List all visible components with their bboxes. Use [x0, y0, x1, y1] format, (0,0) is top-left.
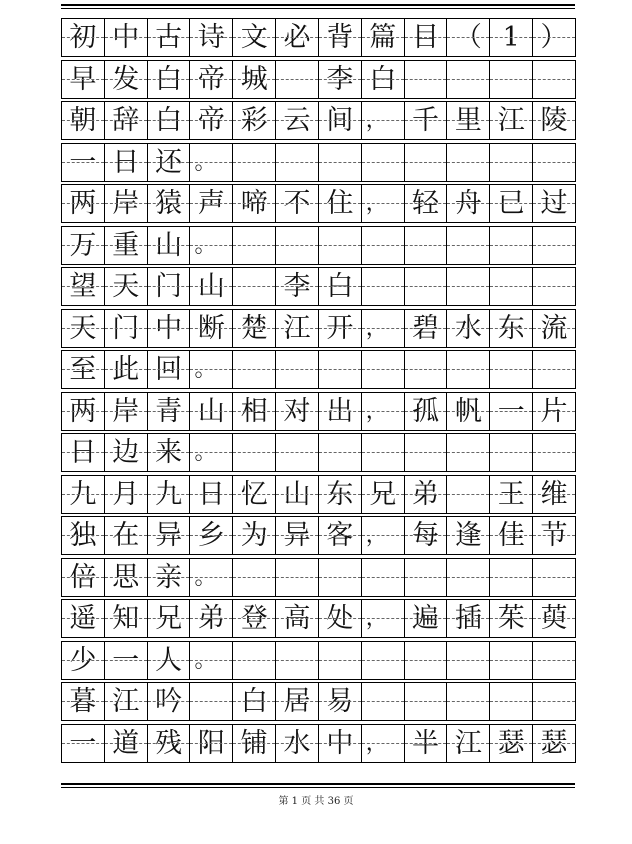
grid-cell	[276, 558, 319, 597]
grid-cell: 片	[533, 392, 576, 431]
grid-cell: 中	[105, 18, 148, 57]
grid-row	[61, 350, 576, 389]
grid-cell	[276, 350, 319, 389]
grid-cell: 城	[233, 60, 276, 99]
grid-cell: 边	[105, 433, 148, 472]
grid-cell: 残	[148, 724, 191, 763]
grid-cell: ，	[362, 599, 405, 638]
grid-row	[61, 309, 576, 348]
grid-cell	[276, 433, 319, 472]
grid-row	[61, 226, 576, 265]
grid-cell: 朝	[62, 101, 105, 140]
grid-cell: 东	[319, 475, 362, 514]
grid-cell: 登	[233, 599, 276, 638]
grid-cell	[447, 433, 490, 472]
grid-cell: 暮	[62, 682, 105, 721]
grid-cell: 间	[319, 101, 362, 140]
grid-cell: 。	[190, 558, 233, 597]
grid-cell: 白	[148, 60, 191, 99]
grid-cell	[533, 641, 576, 680]
grid-cell	[405, 641, 448, 680]
grid-cell	[405, 60, 448, 99]
grid-row	[61, 724, 576, 763]
grid-cell: 兄	[362, 475, 405, 514]
grid-cell: 弟	[405, 475, 448, 514]
grid-cell	[490, 267, 533, 306]
grid-cell: 插	[447, 599, 490, 638]
grid-cell: 中	[319, 724, 362, 763]
grid-cell	[233, 558, 276, 597]
grid-cell	[405, 267, 448, 306]
grid-cell	[533, 60, 576, 99]
grid-cell: 岸	[105, 184, 148, 223]
grid-cell: 萸	[533, 599, 576, 638]
grid-cell	[362, 226, 405, 265]
grid-cell: 出	[319, 392, 362, 431]
grid-cell: 独	[62, 516, 105, 555]
grid-cell	[319, 433, 362, 472]
grid-cell: 文	[233, 18, 276, 57]
grid-row	[61, 60, 576, 99]
grid-cell: 思	[105, 558, 148, 597]
grid-row	[61, 641, 576, 680]
grid-cell: 门	[148, 267, 191, 306]
grid-cell: 一	[62, 724, 105, 763]
grid-cell	[533, 350, 576, 389]
grid-cell	[447, 143, 490, 182]
grid-cell	[276, 641, 319, 680]
grid-cell: 两	[62, 184, 105, 223]
grid-cell	[447, 226, 490, 265]
grid-cell	[233, 641, 276, 680]
grid-cell: 辞	[105, 101, 148, 140]
grid-cell	[362, 350, 405, 389]
grid-cell: 已	[490, 184, 533, 223]
grid-cell: 流	[533, 309, 576, 348]
grid-cell: 中	[148, 309, 191, 348]
grid-cell	[362, 143, 405, 182]
grid-cell: 碧	[405, 309, 448, 348]
grid-cell: ）	[533, 18, 576, 57]
top-border-rule	[61, 4, 575, 6]
grid-cell: 断	[190, 309, 233, 348]
grid-row	[61, 475, 576, 514]
grid-cell: 月	[105, 475, 148, 514]
grid-cell	[490, 143, 533, 182]
writing-grid	[61, 18, 575, 766]
grid-row	[61, 558, 576, 597]
grid-cell	[490, 433, 533, 472]
grid-cell: 古	[148, 18, 191, 57]
grid-cell: 至	[62, 350, 105, 389]
grid-cell: 孤	[405, 392, 448, 431]
grid-cell: 为	[233, 516, 276, 555]
grid-cell: 一	[62, 143, 105, 182]
grid-cell: 少	[62, 641, 105, 680]
grid-cell: 还	[148, 143, 191, 182]
grid-cell	[233, 143, 276, 182]
grid-cell: 必	[276, 18, 319, 57]
grid-cell: 背	[319, 18, 362, 57]
grid-cell: ，	[362, 184, 405, 223]
grid-cell	[362, 682, 405, 721]
bottom-border-rule	[61, 783, 575, 785]
grid-cell: 帆	[447, 392, 490, 431]
grid-cell: 白	[362, 60, 405, 99]
grid-cell	[533, 143, 576, 182]
grid-row	[61, 184, 576, 223]
page-footer: 第 1 页 共 36 页	[278, 796, 354, 807]
grid-cell	[319, 558, 362, 597]
grid-cell: 目	[405, 18, 448, 57]
grid-cell: 水	[447, 309, 490, 348]
grid-cell: 回	[148, 350, 191, 389]
grid-cell	[447, 558, 490, 597]
grid-cell: 重	[105, 226, 148, 265]
grid-cell: 诗	[190, 18, 233, 57]
grid-cell: 江	[105, 682, 148, 721]
grid-cell	[490, 682, 533, 721]
grid-cell: ，	[362, 101, 405, 140]
grid-cell: （	[447, 18, 490, 57]
grid-cell: 逢	[447, 516, 490, 555]
grid-cell: 李	[276, 267, 319, 306]
grid-cell: 陵	[533, 101, 576, 140]
grid-cell: 里	[447, 101, 490, 140]
grid-cell: 瑟	[533, 724, 576, 763]
grid-cell: 彩	[233, 101, 276, 140]
grid-cell	[533, 433, 576, 472]
grid-cell: 阳	[190, 724, 233, 763]
grid-cell	[319, 226, 362, 265]
grid-cell: 万	[62, 226, 105, 265]
grid-cell	[533, 682, 576, 721]
grid-cell: 水	[276, 724, 319, 763]
grid-cell	[233, 350, 276, 389]
grid-cell: 吟	[148, 682, 191, 721]
grid-cell	[276, 226, 319, 265]
grid-cell: 遥	[62, 599, 105, 638]
grid-row	[61, 516, 576, 555]
grid-cell: 来	[148, 433, 191, 472]
grid-cell	[405, 558, 448, 597]
grid-cell: 兄	[148, 599, 191, 638]
grid-cell	[233, 433, 276, 472]
grid-cell: 瑟	[490, 724, 533, 763]
grid-cell	[362, 558, 405, 597]
grid-cell	[447, 475, 490, 514]
grid-row	[61, 267, 576, 306]
grid-cell: 帝	[190, 60, 233, 99]
grid-cell: 维	[533, 475, 576, 514]
grid-cell: 江	[447, 724, 490, 763]
grid-cell: 望	[62, 267, 105, 306]
grid-cell	[362, 433, 405, 472]
grid-cell: 王	[490, 475, 533, 514]
grid-cell: 异	[276, 516, 319, 555]
grid-cell: 此	[105, 350, 148, 389]
grid-cell	[447, 641, 490, 680]
grid-cell: 李	[319, 60, 362, 99]
grid-cell	[490, 641, 533, 680]
grid-cell: 相	[233, 392, 276, 431]
grid-cell: 声	[190, 184, 233, 223]
grid-cell	[362, 641, 405, 680]
grid-row	[61, 18, 576, 57]
grid-cell: 佳	[490, 516, 533, 555]
grid-cell: 忆	[233, 475, 276, 514]
grid-cell	[233, 226, 276, 265]
grid-cell: 白	[233, 682, 276, 721]
grid-cell: 遍	[405, 599, 448, 638]
grid-cell: 楚	[233, 309, 276, 348]
grid-cell: 日	[105, 143, 148, 182]
grid-cell: 帝	[190, 101, 233, 140]
grid-cell	[490, 558, 533, 597]
grid-cell: 山	[190, 267, 233, 306]
grid-cell: 。	[190, 226, 233, 265]
grid-cell: 异	[148, 516, 191, 555]
grid-cell	[533, 558, 576, 597]
grid-cell	[319, 641, 362, 680]
grid-cell	[490, 350, 533, 389]
grid-cell: 住	[319, 184, 362, 223]
grid-cell	[319, 350, 362, 389]
grid-cell: 白	[319, 267, 362, 306]
grid-cell	[276, 143, 319, 182]
grid-cell: 1	[490, 18, 533, 57]
grid-cell: 每	[405, 516, 448, 555]
grid-cell: 高	[276, 599, 319, 638]
grid-cell: 云	[276, 101, 319, 140]
grid-cell: 客	[319, 516, 362, 555]
grid-cell: 山	[276, 475, 319, 514]
grid-cell	[405, 226, 448, 265]
grid-cell	[533, 226, 576, 265]
grid-cell: 日	[190, 475, 233, 514]
grid-cell: ，	[362, 392, 405, 431]
grid-cell	[447, 60, 490, 99]
grid-row	[61, 143, 576, 182]
grid-cell: 猿	[148, 184, 191, 223]
grid-cell	[533, 267, 576, 306]
grid-cell: 。	[190, 350, 233, 389]
grid-cell: 对	[276, 392, 319, 431]
grid-cell	[362, 267, 405, 306]
grid-cell	[405, 682, 448, 721]
grid-cell: 千	[405, 101, 448, 140]
grid-cell: 青	[148, 392, 191, 431]
grid-cell: 岸	[105, 392, 148, 431]
grid-cell: 倍	[62, 558, 105, 597]
grid-cell: 在	[105, 516, 148, 555]
grid-cell: 亲	[148, 558, 191, 597]
grid-cell: 一	[105, 641, 148, 680]
grid-cell	[490, 60, 533, 99]
grid-cell: 九	[148, 475, 191, 514]
grid-cell: 发	[105, 60, 148, 99]
grid-cell: 九	[62, 475, 105, 514]
grid-cell: ，	[362, 516, 405, 555]
grid-cell: 。	[190, 641, 233, 680]
grid-cell: 半	[405, 724, 448, 763]
grid-cell: 节	[533, 516, 576, 555]
grid-cell: 天	[105, 267, 148, 306]
grid-cell	[276, 60, 319, 99]
grid-row	[61, 433, 576, 472]
grid-cell: 舟	[447, 184, 490, 223]
grid-cell: 东	[490, 309, 533, 348]
grid-cell: 茱	[490, 599, 533, 638]
grid-cell: ，	[362, 724, 405, 763]
grid-cell: 道	[105, 724, 148, 763]
grid-cell: 白	[148, 101, 191, 140]
grid-cell: 篇	[362, 18, 405, 57]
grid-cell	[405, 143, 448, 182]
grid-cell	[405, 350, 448, 389]
grid-cell: 一	[490, 392, 533, 431]
grid-cell: 日	[62, 433, 105, 472]
grid-cell: 江	[276, 309, 319, 348]
grid-cell: 铺	[233, 724, 276, 763]
grid-cell: 过	[533, 184, 576, 223]
grid-row	[61, 599, 576, 638]
grid-row	[61, 101, 576, 140]
grid-cell: 门	[105, 309, 148, 348]
grid-cell: 不	[276, 184, 319, 223]
grid-cell: 知	[105, 599, 148, 638]
grid-cell: 山	[148, 226, 191, 265]
grid-cell: 山	[190, 392, 233, 431]
grid-cell: 弟	[190, 599, 233, 638]
grid-cell	[447, 350, 490, 389]
grid-cell: 开	[319, 309, 362, 348]
grid-cell	[233, 267, 276, 306]
grid-cell: 初	[62, 18, 105, 57]
top-border-rule-thin	[61, 8, 575, 9]
grid-cell: ，	[362, 309, 405, 348]
grid-row	[61, 392, 576, 431]
grid-row	[61, 682, 576, 721]
grid-cell: 居	[276, 682, 319, 721]
grid-cell	[319, 143, 362, 182]
grid-cell: 乡	[190, 516, 233, 555]
grid-cell: 易	[319, 682, 362, 721]
grid-cell	[447, 267, 490, 306]
grid-cell	[447, 682, 490, 721]
grid-cell: 。	[190, 433, 233, 472]
grid-cell: 天	[62, 309, 105, 348]
grid-cell: 轻	[405, 184, 448, 223]
grid-cell: 早	[62, 60, 105, 99]
grid-cell: 啼	[233, 184, 276, 223]
bottom-border-rule-thin	[61, 787, 575, 788]
grid-cell	[490, 226, 533, 265]
grid-cell	[190, 682, 233, 721]
grid-cell	[405, 433, 448, 472]
grid-cell: 江	[490, 101, 533, 140]
grid-cell: 处	[319, 599, 362, 638]
grid-cell: 两	[62, 392, 105, 431]
grid-cell: 人	[148, 641, 191, 680]
grid-cell: 。	[190, 143, 233, 182]
